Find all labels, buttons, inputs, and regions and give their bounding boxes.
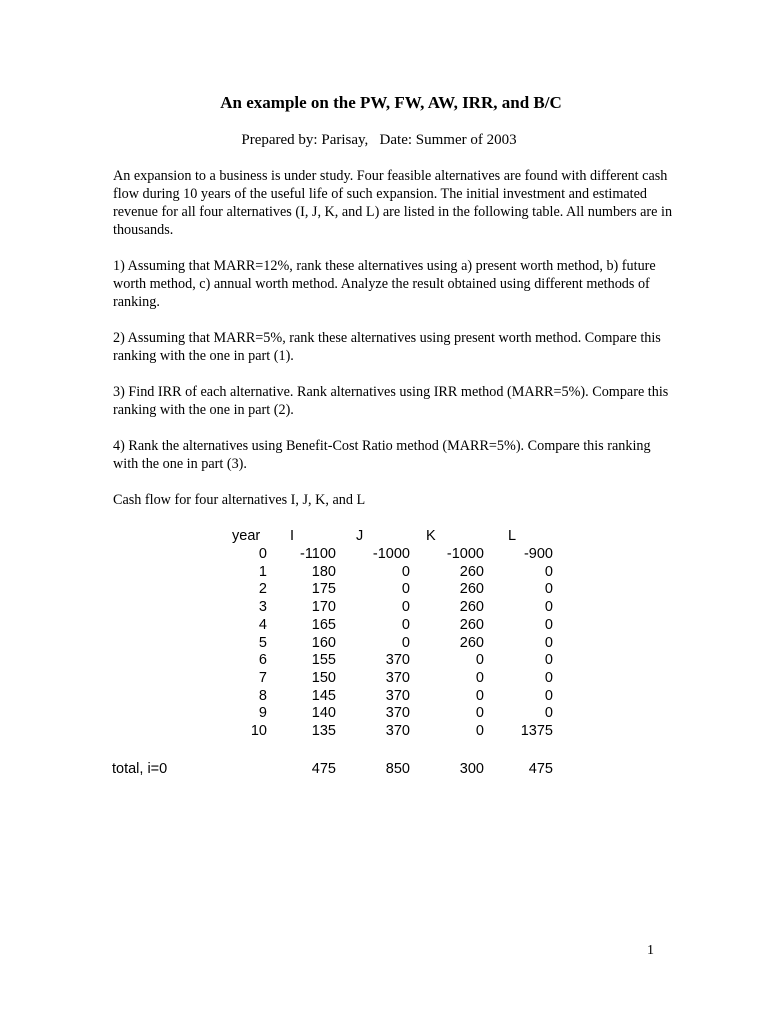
cell-year: 9: [258, 705, 267, 722]
cell-l: 0: [544, 581, 553, 598]
cell-l: 0: [544, 687, 553, 704]
header-j: J: [356, 528, 364, 544]
document-date: Date: Summer of 2003: [379, 132, 517, 148]
table-row: [0, 598, 768, 616]
cell-k: 0: [475, 652, 484, 669]
cell-year: 6: [258, 652, 267, 669]
page-number: 1: [647, 943, 654, 958]
header-l: L: [508, 528, 517, 544]
cell-l: 0: [544, 705, 553, 722]
cell-year: 8: [258, 687, 267, 704]
cell-k: 260: [459, 599, 484, 616]
prepared-by: Prepared by: Parisay,: [241, 132, 369, 148]
cell-k: -1000: [446, 546, 484, 562]
cell-j: 0: [401, 634, 410, 651]
cell-l: 1375: [520, 723, 553, 739]
cell-year: 0: [258, 546, 267, 562]
cell-i: 175: [311, 581, 336, 598]
cell-j: 0: [401, 599, 410, 616]
cell-j: -1000: [372, 546, 410, 562]
cell-i: 180: [311, 563, 336, 580]
cell-year: 5: [258, 634, 267, 651]
cell-k: 260: [459, 563, 484, 580]
cell-i: 150: [311, 669, 336, 686]
table-row: [0, 634, 768, 652]
cell-j: 0: [401, 563, 410, 580]
cell-year: 3: [258, 599, 267, 616]
cell-i: 155: [311, 652, 336, 669]
table-row: [0, 704, 768, 722]
table-row: [0, 722, 768, 740]
table-total-row: [0, 760, 768, 778]
cell-j: 370: [385, 723, 410, 739]
cell-j: 370: [385, 669, 410, 686]
table-row: [0, 545, 768, 563]
cell-year: 4: [258, 616, 267, 633]
cell-k: 0: [475, 687, 484, 704]
cell-j: 370: [385, 652, 410, 669]
total-k: 300: [459, 761, 484, 777]
cell-i: 165: [311, 616, 336, 633]
cell-k: 260: [459, 634, 484, 651]
question-2: 2) Assuming that MARR=5%, rank these alternatives using present worth method. Compare this ranking with the one in part (1).: [113, 330, 661, 364]
table-row: [0, 687, 768, 705]
question-4: 4) Rank the alternatives using Benefit-Cost Ratio method (MARR=5%). Compare this ranking with the one in part (3).: [113, 438, 651, 472]
header-k: K: [426, 528, 436, 544]
cell-j: 370: [385, 687, 410, 704]
table-row: [0, 580, 768, 598]
cell-k: 0: [475, 705, 484, 722]
cell-l: 0: [544, 634, 553, 651]
cell-year: 10: [250, 723, 267, 739]
total-label: total, i=0: [112, 761, 168, 777]
table-row: [0, 563, 768, 581]
table-row: [0, 669, 768, 687]
cell-j: 0: [401, 581, 410, 598]
cell-year: 2: [258, 581, 267, 598]
cell-l: 0: [544, 669, 553, 686]
total-j: 850: [385, 761, 410, 777]
header-year: year: [232, 528, 261, 544]
document-subtitle: [0, 132, 763, 149]
cell-k: 260: [459, 581, 484, 598]
cell-i: 160: [311, 634, 336, 651]
table-row: [0, 616, 768, 634]
question-1: 1) Assuming that MARR=12%, rank these alternatives using a) present worth method, b) future worth method, c) annual worth method. Analyze the result obtained using different methods of ranking.: [113, 258, 656, 310]
cell-i: 140: [311, 705, 336, 722]
cell-l: 0: [544, 563, 553, 580]
cell-l: 0: [544, 652, 553, 669]
cell-j: 0: [401, 616, 410, 633]
cell-k: 0: [475, 669, 484, 686]
question-3: 3) Find IRR of each alternative. Rank alternatives using IRR method (MARR=5%). Compare this ranking with the one in part (2).: [113, 384, 669, 418]
cell-i: 135: [311, 723, 336, 739]
cell-l: 0: [544, 599, 553, 616]
cell-year: 1: [258, 563, 267, 580]
cell-k: 260: [459, 616, 484, 633]
table-caption: Cash flow for four alternatives I, J, K, and L: [113, 492, 366, 508]
cell-i: 145: [311, 687, 336, 704]
header-i: I: [290, 528, 295, 544]
cell-i: 170: [311, 599, 336, 616]
cell-k: 0: [475, 723, 484, 739]
cell-l: -900: [523, 546, 553, 562]
total-l: 475: [528, 761, 553, 777]
document-title: An example on the PW, FW, AW, IRR, and B/C: [220, 93, 562, 112]
cell-l: 0: [544, 616, 553, 633]
cell-year: 7: [258, 669, 267, 686]
table-header-row: [0, 527, 768, 545]
total-i: 475: [311, 761, 336, 777]
intro-paragraph: An expansion to a business is under study. Four feasible alternatives are found with different cash flow during 10 years of the useful life of such expansion. The initial investment and estimated revenue for all four alternatives (I, J, K, and L) are listed in the following table. All numbers are in thousands.: [113, 168, 673, 238]
table-row: [0, 651, 768, 669]
cell-j: 370: [385, 705, 410, 722]
cell-i: -1100: [299, 546, 336, 562]
